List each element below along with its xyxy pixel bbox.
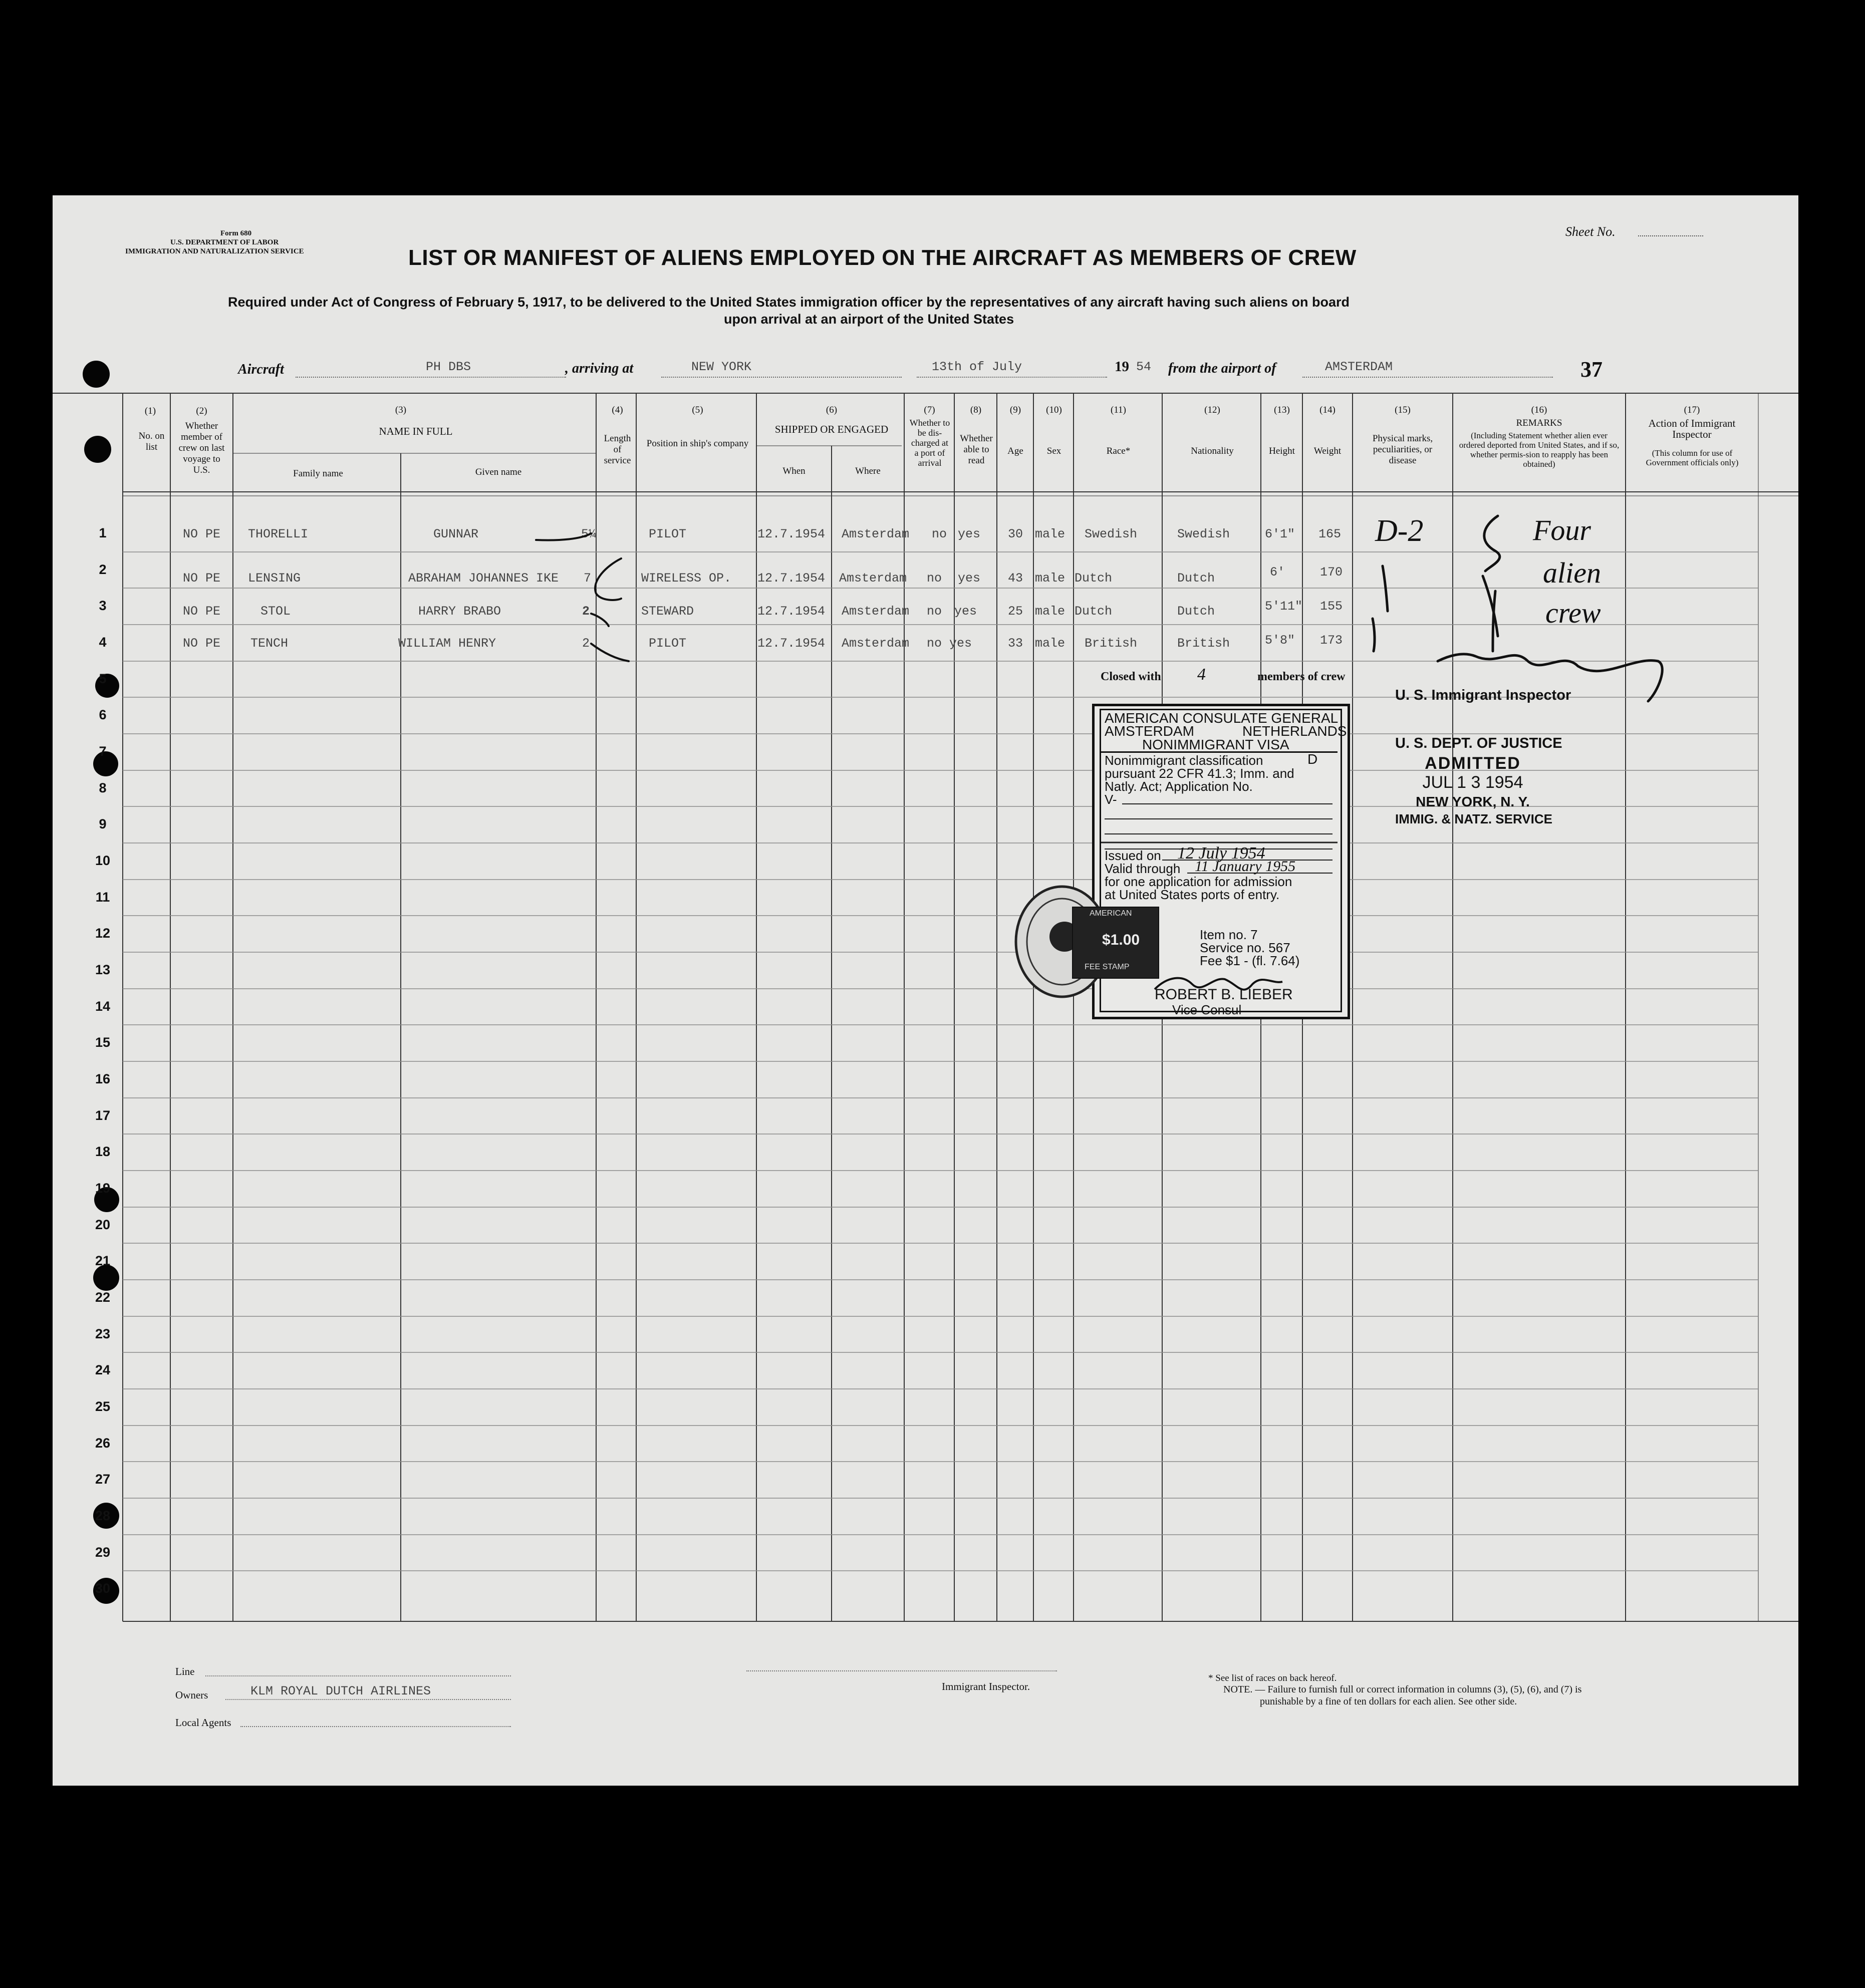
col5-header: Position in ship's company [646, 438, 749, 449]
col13-number: (13) [1274, 405, 1290, 415]
visa-line-4: Nonimmigrant classification [1105, 753, 1263, 768]
height-cell: 6'1" [1265, 527, 1295, 541]
service-name: IMMIGRATION AND NATURALIZATION SERVICE [125, 247, 304, 255]
col17-number: (17) [1684, 405, 1700, 415]
visa-line-5: pursuant 22 CFR 41.3; Imm. and [1105, 766, 1294, 781]
admitted-line-1: U. S. DEPT. OF JUSTICE [1395, 735, 1562, 751]
visa-valid-date: 11 January 1955 [1195, 858, 1296, 875]
row-number: 15 [95, 1035, 111, 1050]
row-number: 17 [95, 1108, 111, 1123]
sex-cell: male [1035, 604, 1065, 619]
arriving-value: NEW YORK [691, 360, 752, 374]
nationality-cell: Dutch [1177, 604, 1215, 619]
given-name-cell: WILLIAM HENRY [398, 636, 496, 651]
handwritten-d2: D-2 [1375, 514, 1424, 548]
discharged-cell: no [927, 604, 942, 619]
age-cell: 33 [1008, 636, 1023, 651]
discharged-cell: no [932, 527, 947, 541]
read-cell: yes [954, 604, 977, 619]
row-number: 16 [95, 1071, 111, 1086]
department-name: U.S. DEPARTMENT OF LABOR [170, 238, 279, 246]
col1-header: No. on list [138, 431, 165, 452]
height-cell: 5'11" [1265, 599, 1303, 614]
sheet-label: Sheet No. [1565, 224, 1616, 239]
read-cell: yes [958, 527, 981, 541]
age-cell: 43 [1008, 571, 1023, 586]
row-number: 9 [99, 816, 107, 831]
admitted-line-2: ADMITTED [1425, 754, 1521, 773]
page-number: 37 [1580, 357, 1603, 382]
given-name-cell: GUNNAR [433, 527, 479, 541]
from-airport-label: from the airport of [1168, 361, 1276, 376]
visa-line-1: AMERICAN CONSULATE GENERAL [1105, 710, 1339, 726]
row-number: 6 [99, 707, 107, 722]
visa-valid-label: Valid through [1105, 861, 1181, 876]
col3-family-name-header: Family name [293, 468, 343, 479]
position-cell: PILOT [649, 636, 687, 651]
col9-number: (9) [1009, 405, 1021, 415]
handwritten-crew: crew [1545, 597, 1601, 629]
line-label: Line [175, 1665, 195, 1677]
aircraft-label: Aircraft [238, 362, 284, 377]
row-number: 23 [95, 1326, 111, 1341]
note-races: * See list of races on back hereof. [1208, 1673, 1337, 1683]
nationality-cell: Dutch [1177, 571, 1215, 586]
row-number: 20 [95, 1217, 111, 1232]
date-value: 13th of July [932, 360, 1022, 374]
col5-number: (5) [692, 405, 703, 415]
col16-number: (16) [1531, 405, 1547, 415]
aircraft-value: PH DBS [426, 360, 471, 374]
height-cell: 5'8" [1265, 633, 1295, 648]
visa-item: Item no. 7 [1200, 927, 1258, 942]
handwritten-four: Four [1533, 514, 1591, 546]
position-cell: WIRELESS OP. [641, 571, 732, 586]
read-cell: yes [949, 636, 972, 651]
height-cell: 6' [1270, 565, 1285, 580]
col11-header: Race* [1106, 446, 1131, 456]
col17-header: Action of Immigrant Inspector [1648, 417, 1736, 440]
discharged-cell: no [927, 636, 942, 651]
weight-cell: 165 [1318, 527, 1342, 541]
admitted-line-4: NEW YORK, N. Y. [1416, 794, 1530, 809]
sex-cell: male [1035, 527, 1065, 541]
visa-line-3: NONIMMIGRANT VISA [1142, 737, 1289, 752]
line-field [205, 1675, 511, 1676]
col15-number: (15) [1395, 405, 1411, 415]
col6-number: (6) [826, 405, 838, 415]
row-number: 19 [95, 1181, 111, 1196]
col10-header: Sex [1046, 446, 1061, 456]
where-cell: Amsterdam [839, 571, 907, 586]
row-number: 25 [95, 1399, 111, 1414]
family-name-cell: TENCH [250, 636, 289, 651]
row-number: 21 [95, 1253, 111, 1268]
owners-field [225, 1699, 511, 1700]
age-cell: 30 [1008, 527, 1023, 541]
row-number: 11 [95, 890, 110, 905]
col9-header: Age [1007, 446, 1023, 456]
visa-service-no: Service no. 567 [1200, 940, 1290, 955]
last-voyage-cell: NO PE [183, 636, 221, 651]
fee-stamp-value: $1.00 [1102, 932, 1140, 948]
arriving-label: , arriving at [565, 361, 634, 376]
visa-classification: D [1307, 751, 1318, 767]
fee-stamp-bottom: FEE STAMP [1085, 963, 1130, 971]
col13-header: Height [1269, 446, 1295, 456]
row-number: 13 [95, 962, 111, 977]
visa-line-2a: AMSTERDAM [1105, 723, 1194, 739]
race-cell: Dutch [1075, 571, 1113, 586]
visa-issued-date: 12 July 1954 [1177, 844, 1265, 863]
subtitle-line-2: upon arrival at an airport of the United States [724, 312, 1014, 327]
row-number: 28 [95, 1508, 111, 1523]
col3-given-name-header: Given name [475, 467, 522, 477]
col3-number: (3) [395, 405, 407, 415]
note-line-1: NOTE. — Failure to furnish full or correct information in columns (3), (5), (6), and (7) is [1223, 1684, 1582, 1695]
year-prefix: 19 [1115, 359, 1129, 375]
row-number: 4 [99, 635, 107, 650]
read-cell: yes [958, 571, 981, 586]
row-number: 7 [99, 744, 107, 759]
race-cell: Dutch [1075, 604, 1113, 619]
col4-header: Length of service [604, 433, 631, 466]
sex-cell: male [1035, 636, 1065, 651]
inspector-label: Immigrant Inspector. [942, 1680, 1030, 1692]
col6-where-header: Where [855, 466, 881, 476]
subtitle-line-1: Required under Act of Congress of February 5, 1917, to be delivered to the United States immigration officer by the representatives of any aircraft having such aliens on board [228, 295, 1350, 310]
when-cell: 12.7.1954 [757, 604, 826, 619]
col14-number: (14) [1319, 405, 1336, 415]
family-name-cell: LENSING [248, 571, 301, 586]
service-cell: 5¼ [581, 527, 597, 541]
col10-number: (10) [1046, 405, 1062, 415]
handwritten-alien: alien [1543, 556, 1601, 589]
col6-when-header: When [782, 466, 806, 476]
col1-number: (1) [144, 406, 156, 416]
col11-number: (11) [1111, 405, 1126, 415]
inspector-stamp: U. S. Immigrant Inspector [1395, 687, 1571, 703]
col4-number: (4) [612, 405, 623, 415]
family-name-cell: THORELLI [248, 527, 309, 541]
when-cell: 12.7.1954 [757, 571, 826, 586]
from-airport-value: AMSTERDAM [1325, 360, 1393, 374]
visa-consul-name: ROBERT B. LIEBER [1155, 986, 1293, 1003]
race-cell: British [1085, 636, 1138, 651]
local-agents-label: Local Agents [175, 1717, 231, 1729]
nationality-cell: Swedish [1177, 527, 1230, 541]
row-number: 26 [95, 1436, 111, 1451]
inspector-signature-field [746, 1670, 1057, 1671]
last-voyage-cell: NO PE [183, 527, 221, 541]
closed-with-label: Closed with [1101, 670, 1161, 683]
row-number: 2 [99, 562, 107, 577]
row-number: 14 [95, 999, 111, 1014]
nationality-cell: British [1177, 636, 1230, 651]
col15-header: Physical marks, peculiarities, or disease [1372, 433, 1433, 466]
page-title: LIST OR MANIFEST OF ALIENS EMPLOYED ON THE AIRCRAFT AS MEMBERS OF CREW [408, 245, 1357, 270]
visa-line-11: at United States ports of entry. [1105, 887, 1280, 902]
weight-cell: 170 [1320, 565, 1343, 580]
col3-header: NAME IN FULL [379, 425, 453, 437]
position-cell: STEWARD [641, 604, 694, 619]
row-number: 10 [95, 853, 111, 868]
last-voyage-cell: NO PE [183, 604, 221, 619]
service-cell: 7 [584, 571, 592, 586]
admitted-date: JUL 1 3 1954 [1422, 773, 1523, 792]
age-cell: 25 [1008, 604, 1023, 619]
visa-line-2b: NETHERLANDS [1242, 723, 1347, 739]
note-line-2: punishable by a fine of ten dollars for each alien. See other side. [1260, 1696, 1517, 1707]
col17-subheader: (This column for use of Government officials only) [1646, 448, 1739, 467]
col16-header: REMARKS [1516, 418, 1562, 428]
visa-consul-title: Vice Consul [1172, 1002, 1242, 1017]
owners-label: Owners [175, 1689, 208, 1701]
col12-number: (12) [1204, 405, 1220, 415]
where-cell: Amsterdam [842, 636, 910, 651]
owners-value: KLM ROYAL DUTCH AIRLINES [250, 1684, 431, 1698]
row-number: 24 [95, 1362, 111, 1377]
visa-line-10: for one application for admission [1105, 874, 1292, 889]
local-agents-field [240, 1726, 511, 1727]
row-number: 22 [95, 1290, 111, 1305]
col2-header: Whether member of crew on last voyage to U.S. [178, 421, 225, 475]
year-value: 54 [1136, 360, 1152, 374]
sex-cell: male [1035, 571, 1065, 586]
where-cell: Amsterdam [842, 604, 910, 619]
when-cell: 12.7.1954 [757, 527, 826, 541]
col6-header: SHIPPED OR ENGAGED [774, 423, 889, 435]
row-number: 3 [99, 598, 107, 613]
row-number: 12 [95, 926, 111, 941]
form-number: Form 680 [220, 229, 252, 237]
row-number: 30 [95, 1581, 111, 1596]
col7-number: (7) [924, 405, 935, 415]
closed-count: 4 [1197, 665, 1206, 684]
visa-issued-label: Issued on [1105, 848, 1161, 863]
where-cell: Amsterdam [842, 527, 910, 541]
col8-header: Whether able to read [960, 433, 993, 466]
row-number: 18 [95, 1144, 111, 1159]
col16-subheader: (Including Statement whether alien ever ordered deported from United States, and if so, whether permis-sion to reapply has been obtained) [1459, 431, 1620, 469]
row-number: 29 [95, 1545, 111, 1560]
family-name-cell: STOL [260, 604, 291, 619]
row-number: 1 [99, 525, 107, 540]
admitted-line-5: IMMIG. & NATZ. SERVICE [1395, 811, 1552, 826]
given-name-cell: ABRAHAM JOHANNES IKE [408, 571, 559, 586]
service-cell: 2 [582, 604, 590, 619]
service-cell: 2 [582, 636, 590, 651]
visa-fee: Fee $1 - (fl. 7.64) [1200, 953, 1300, 968]
row-number: 5 [99, 671, 107, 686]
col7-header: Whether to be dis-charged at a port of arrival [909, 418, 950, 468]
row-number: 27 [95, 1472, 111, 1487]
race-cell: Swedish [1085, 527, 1138, 541]
members-label: members of crew [1257, 670, 1346, 683]
visa-line-7: V- [1105, 792, 1117, 807]
col12-header: Nationality [1191, 446, 1234, 456]
col14-header: Weight [1313, 446, 1342, 456]
row-number: 8 [99, 780, 107, 795]
col8-number: (8) [970, 405, 982, 415]
position-cell: PILOT [649, 527, 687, 541]
weight-cell: 155 [1320, 599, 1343, 614]
given-name-cell: HARRY BRABO [418, 604, 501, 619]
fee-stamp-top: AMERICAN [1090, 909, 1132, 918]
discharged-cell: no [927, 571, 942, 586]
when-cell: 12.7.1954 [757, 636, 826, 651]
visa-line-6: Natly. Act; Application No. [1105, 779, 1253, 794]
last-voyage-cell: NO PE [183, 571, 221, 586]
weight-cell: 173 [1320, 633, 1343, 648]
col2-number: (2) [196, 406, 207, 416]
